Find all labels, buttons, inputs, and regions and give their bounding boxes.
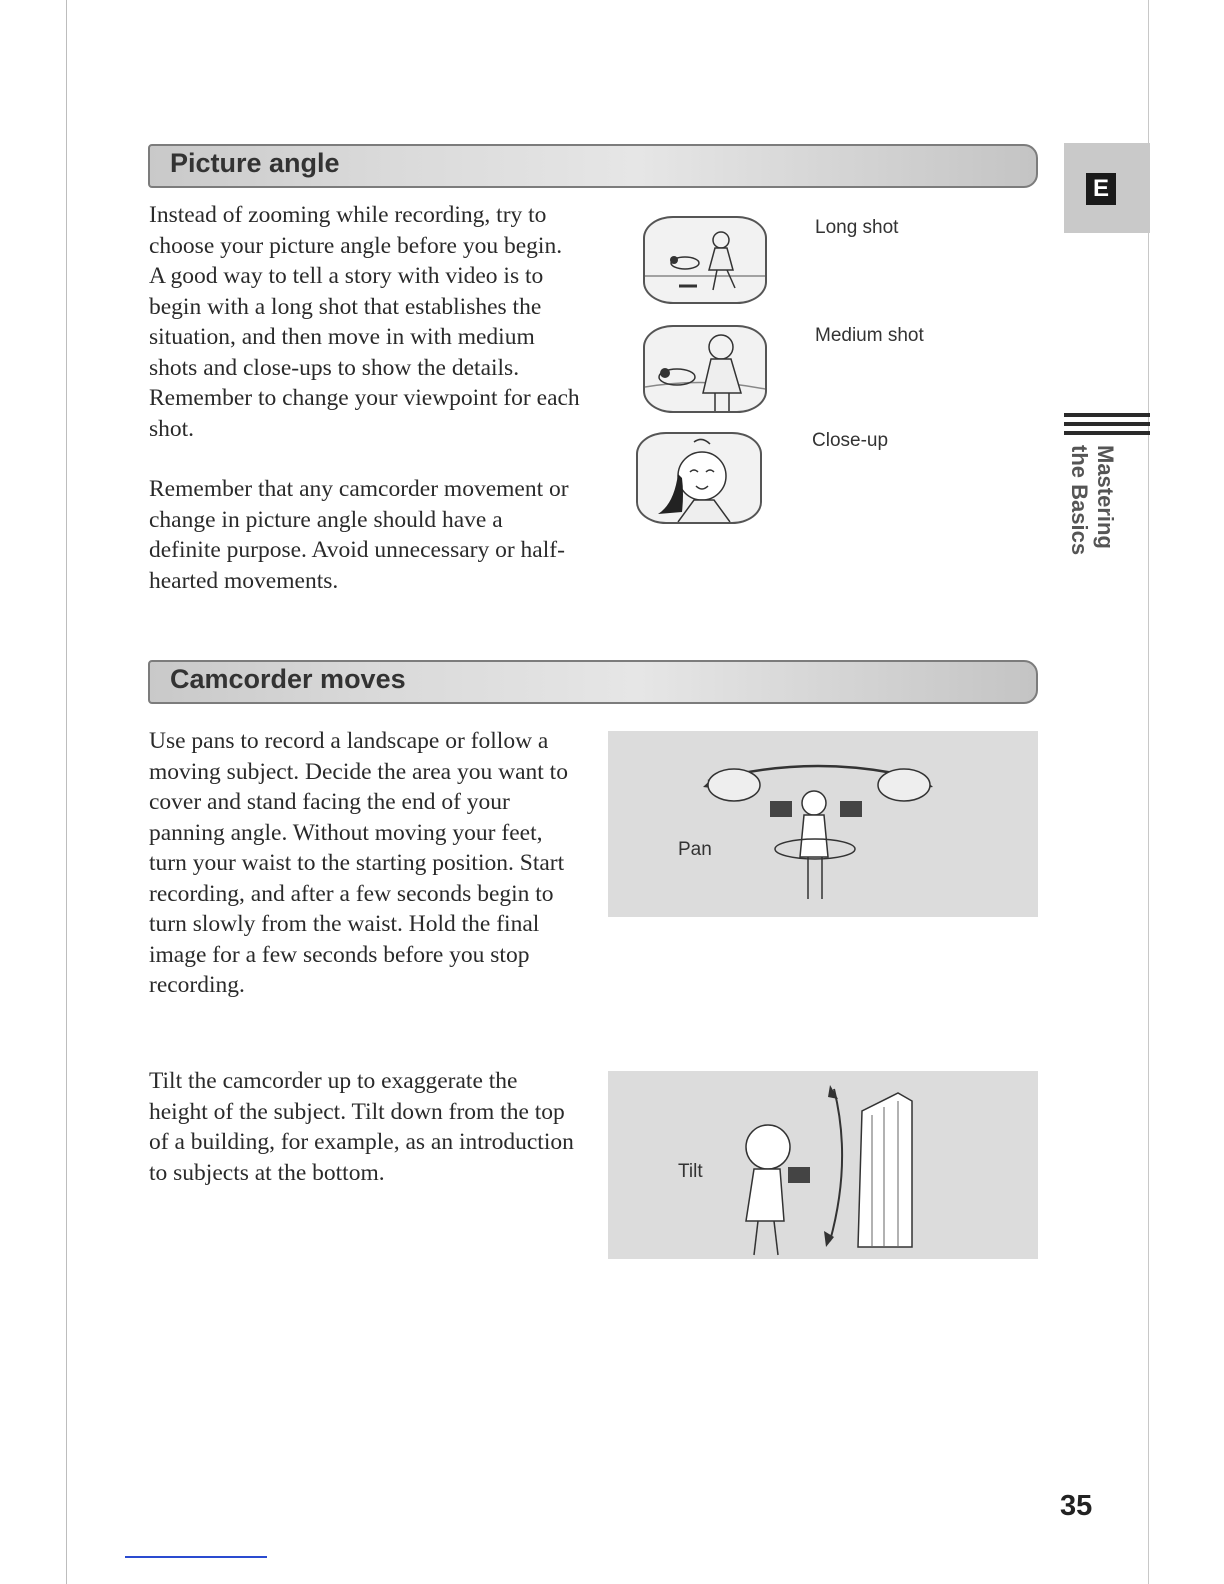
medium-shot-label: Medium shot [815, 325, 924, 346]
chapter-title-line2: the Basics [1067, 445, 1092, 556]
chapter-title-line1: Mastering [1093, 445, 1118, 549]
close-up-label: Close-up [812, 430, 889, 451]
long-shot-label: Long shot [815, 217, 899, 238]
bottom-link-line [125, 1556, 267, 1558]
tilt-illustration [608, 1071, 1038, 1259]
picture-angle-paragraph-2: Remember that any camcorder movement or change in picture angle should have a definite purpose. Avoid unnecessary or half-hearted movements. [149, 476, 569, 594]
tilt-label: Tilt [678, 1161, 703, 1182]
page-number: 35 [1060, 1490, 1093, 1522]
left-margin-rule [66, 0, 67, 1584]
camcorder-moves-paragraph-1: Use pans to record a landscape or follow a moving subject. Decide the area you want to cover and stand facing the end of your panning angle. Without moving your feet, turn your waist to the starting position. Start recording, and after a few seconds begin to turn slowly from the waist. Hold the final image for a few seconds before you stop recording. [149, 728, 568, 998]
right-margin-rule [1148, 0, 1149, 1584]
camcorder-moves-paragraph-2: Tilt the camcorder up to exaggerate the height of the subject. Tilt down from the top of a building, for example, as an introduction to subjects at the bottom. [149, 1068, 574, 1186]
close-up-image [636, 432, 762, 524]
chapter-letter: E [1086, 173, 1116, 205]
section-header-picture-angle [148, 144, 1038, 188]
section-title: Camcorder moves [170, 664, 406, 694]
pan-label: Pan [678, 839, 712, 860]
pan-illustration [608, 731, 1038, 917]
long-shot-image [643, 216, 767, 304]
chapter-tab [1064, 143, 1150, 233]
picture-angle-paragraph-1: Instead of zooming while recording, try to choose your picture angle before you begin. A good way to tell a story with video is to begin with a long shot that establishes the situation, and then move in with medium shots and close-ups to show the details. Remember to change your viewpoint for each shot. [149, 202, 580, 442]
chapter-tab-lines [1064, 413, 1150, 440]
section-header-camcorder-moves [148, 660, 1038, 704]
medium-shot-image [643, 325, 767, 413]
section-title: Picture angle [170, 148, 340, 178]
chapter-title [1062, 445, 1118, 585]
